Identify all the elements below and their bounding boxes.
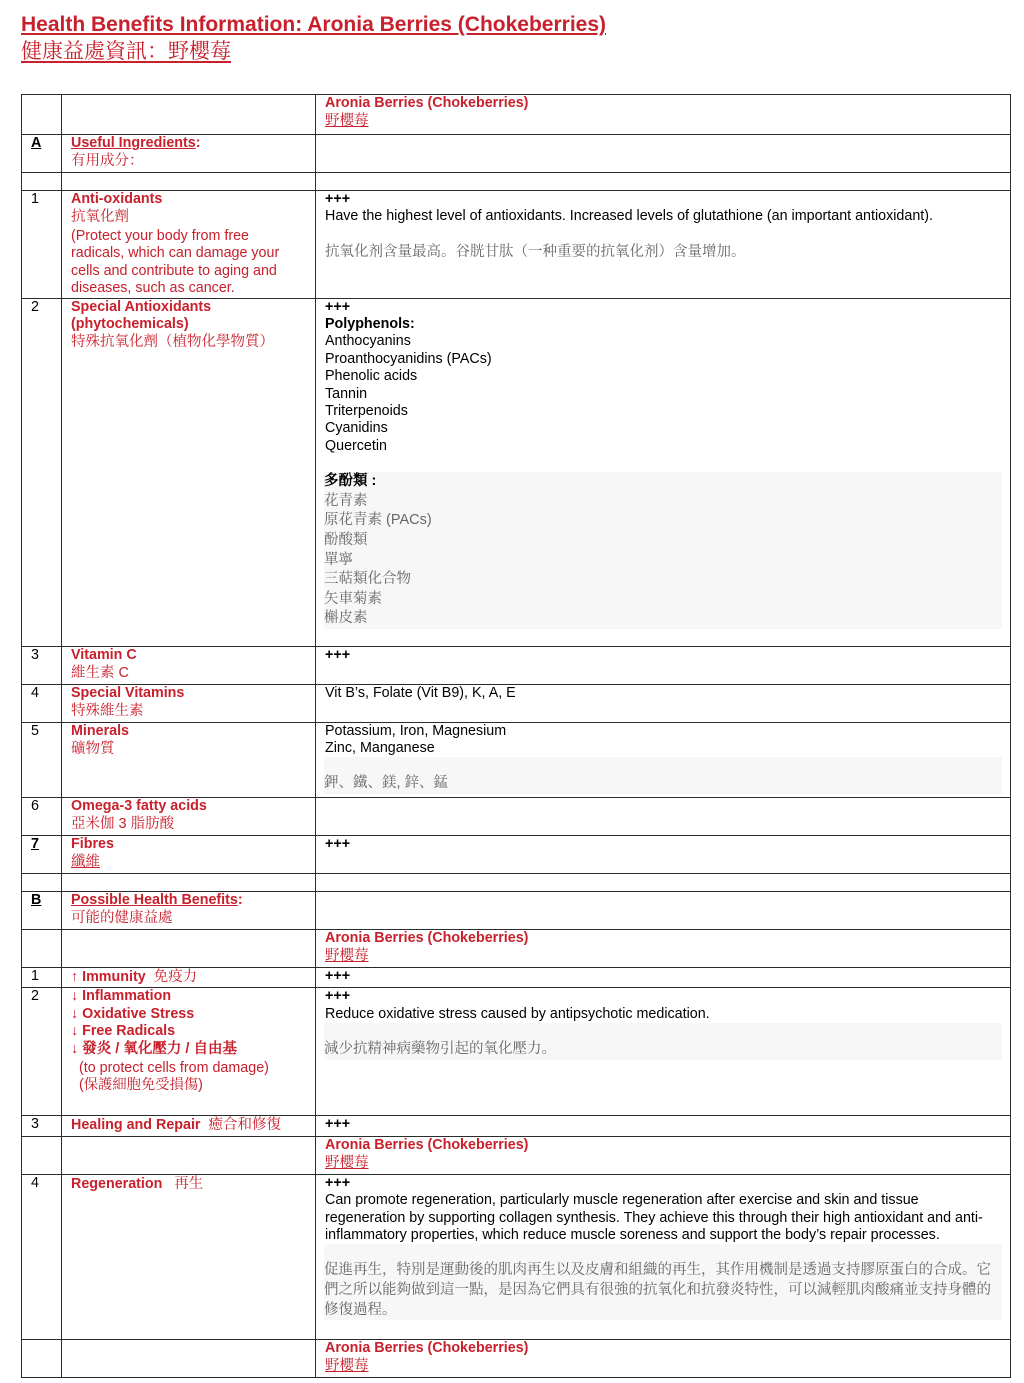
value-zh: 鉀、鐵、鎂, 鋅、錳 (324, 775, 449, 792)
cell-empty (316, 891, 1011, 929)
list-item: 酚酸類 (324, 532, 368, 549)
rating: +++ (325, 1174, 351, 1191)
ingredient-name-en: Vitamin C (71, 646, 137, 663)
table-row (22, 967, 1011, 988)
section-b-header-row (22, 891, 1011, 929)
product-name-en: Aronia Berries (Chokeberries) (325, 95, 529, 111)
list-item: Proanthocyanidins (PACs) (325, 350, 492, 367)
product-name-en: Aronia Berries (Chokeberries) (325, 1339, 529, 1356)
table-row (22, 797, 1011, 835)
table-row (22, 988, 1011, 1116)
ingredient-note: (Protect your body from free radicals, which can damage your cells and contribute to aging and diseases, such as cancer. (71, 228, 280, 297)
cell-empty (22, 95, 62, 135)
product-name-en: Aronia Berries (Chokeberries) (325, 1136, 529, 1153)
rating: +++ (325, 835, 351, 852)
table-row (22, 1116, 1011, 1137)
ingredient-cell (62, 298, 316, 646)
ingredient-name-zh: 抗氧化劑 (71, 209, 129, 226)
ingredient-name-en: Omega-3 fatty acids (71, 797, 207, 814)
spacer-row (22, 873, 1011, 891)
product-name-zh: 野櫻莓 (325, 1358, 369, 1375)
benefit-note-zh: (保護細胞免受損傷) (79, 1077, 203, 1094)
list-title-zh: 多酚類 : (324, 473, 377, 490)
list-item: 單寧 (324, 551, 353, 568)
polyphenol-list-zh (324, 472, 1002, 629)
value-text: Vit B’s, Folate (Vit B9), K, A, E (325, 684, 516, 701)
benefit-label: Healing and Repair (71, 1117, 201, 1134)
value-line: Potassium, Iron, Magnesium (325, 722, 507, 739)
page-subtitle-zh: 健康益處資訊：野櫻莓 (21, 40, 231, 63)
benefit-cell (62, 988, 316, 1116)
description-zh: 減少抗精神病藥物引起的氧化壓力。 (324, 1041, 556, 1058)
value-cell (316, 835, 1011, 873)
row-number: 3 (22, 646, 62, 684)
benefit-line: ↓ Free Radicals (71, 1023, 176, 1040)
row-number: 4 (22, 1174, 62, 1339)
benefit-cell (62, 1174, 316, 1339)
value-cell (316, 988, 1011, 1116)
section-title: Useful Ingredients: 有用成分： (62, 135, 316, 173)
section-letter: B (22, 891, 62, 929)
product-header (316, 929, 1011, 967)
ingredient-name-en: Fibres (71, 835, 114, 852)
benefit-label-zh: 免疫力 (153, 968, 198, 985)
product-header (316, 1339, 1011, 1377)
table-row (22, 835, 1011, 873)
table-header-row (22, 95, 1011, 135)
section-title-zh: 可能的健康益處 (71, 910, 173, 927)
product-name-zh: 野櫻莓 (325, 113, 369, 130)
rating: +++ (325, 298, 351, 315)
value-cell (316, 967, 1011, 988)
description-en: Reduce oxidative stress caused by antipsychotic medication. (325, 1005, 710, 1022)
benefit-label-zh: 再生 (174, 1175, 204, 1192)
value-cell (316, 684, 1011, 722)
value-cell (316, 646, 1011, 684)
product-name-zh: 野櫻莓 (325, 948, 369, 965)
list-item: Anthocyanins (325, 333, 411, 350)
row-number: 1 (22, 967, 62, 988)
ingredient-name-zh: 特殊抗氧化劑（植物化學物質） (71, 334, 274, 351)
row-number: 5 (22, 722, 62, 797)
ingredient-cell (62, 191, 316, 299)
polyphenol-list-en (325, 333, 1001, 455)
description-zh: 促進再生，特別是運動後的肌肉再生以及皮膚和組織的再生，其作用機制是透過支持膠原蛋白的合成。它們之所以能夠做到這一點，是因為它們具有很強的抗氧化和抗發炎特性，可以減輕肌肉酸痛並支持身體的修復過程。 (324, 1262, 991, 1318)
ingredient-name-zh: 纖維 (71, 854, 100, 871)
section-a-header-row (22, 135, 1011, 173)
product-header (316, 95, 1011, 135)
section-title: Possible Health Benefits: 可能的健康益處 (62, 891, 316, 929)
table-row (22, 298, 1011, 646)
benefit-label: ↑ Immunity (71, 968, 146, 985)
row-number: 4 (22, 684, 62, 722)
benefit-line: ↓ 發炎 / 氧化壓力 / 自由基 (71, 1041, 237, 1058)
benefit-cell (62, 1116, 316, 1137)
description-zh: 抗氧化剂含量最高。谷胱甘肽（一种重要的抗氧化剂）含量增加。 (325, 243, 746, 260)
value-cell (316, 722, 1011, 797)
list-item: 三萜類化合物 (324, 571, 411, 588)
list-item: 矢車菊素 (324, 590, 382, 607)
ingredient-name-en: Special Antioxidants (phytochemicals) (71, 298, 212, 333)
list-item: Tannin (325, 385, 368, 402)
value-cell (316, 191, 1011, 299)
rating: +++ (325, 988, 351, 1005)
health-benefits-table (21, 94, 1011, 1378)
ingredient-cell (62, 684, 316, 722)
cell-empty (62, 95, 316, 135)
ingredient-name-en: Minerals (71, 722, 130, 739)
product-header-row (22, 1339, 1011, 1377)
list-item: 花青素 (324, 492, 368, 509)
row-number: 2 (22, 988, 62, 1116)
description-en: Have the highest level of antioxidants. Increased levels of glutathione (an important antioxidant). (325, 208, 933, 225)
page-title: Health Benefits Information: Aronia Berries (Chokeberries) (21, 13, 607, 36)
ingredient-cell (62, 835, 316, 873)
ingredient-name-zh: 維生素 C (71, 665, 129, 682)
benefit-label: Regeneration (71, 1175, 163, 1192)
row-number: 3 (22, 1116, 62, 1137)
value-line: Zinc, Manganese (325, 740, 435, 757)
section-title-en: Useful Ingredients (71, 135, 196, 151)
ingredient-name-en: Anti-oxidants (71, 191, 163, 207)
list-title-en: Polyphenols: (325, 316, 415, 333)
table-row (22, 684, 1011, 722)
section-title-zh: 有用成分： (71, 153, 144, 170)
value-cell (316, 797, 1011, 835)
rating: +++ (325, 1116, 351, 1133)
list-item: Quercetin (325, 437, 387, 454)
product-header-row (22, 1136, 1011, 1174)
list-item: Cyanidins (325, 420, 388, 437)
benefit-note-en: (to protect cells from damage) (79, 1060, 269, 1077)
rating: +++ (325, 191, 351, 207)
row-number: 7 (22, 835, 62, 873)
section-title-en: Possible Health Benefits (71, 891, 238, 908)
table-row (22, 191, 1011, 299)
ingredient-name-zh: 亞米伽 3 脂肪酸 (71, 816, 175, 833)
rating: +++ (325, 646, 351, 663)
section-letter: A (22, 135, 62, 173)
ingredient-cell (62, 646, 316, 684)
value-cell (316, 1174, 1011, 1339)
product-header-row (22, 929, 1011, 967)
product-name-en: Aronia Berries (Chokeberries) (325, 929, 529, 946)
row-number: 1 (22, 191, 62, 299)
product-name-zh: 野櫻莓 (325, 1155, 369, 1172)
spacer-row (22, 173, 1011, 191)
benefit-line: ↓ Inflammation (71, 988, 172, 1005)
ingredient-cell (62, 722, 316, 797)
value-cell (316, 1116, 1011, 1137)
ingredient-cell (62, 797, 316, 835)
cell-empty (316, 135, 1011, 173)
rating: +++ (325, 967, 351, 984)
benefit-cell (62, 967, 316, 988)
ingredient-name-zh: 礦物質 (71, 741, 115, 758)
value-cell (316, 298, 1011, 646)
list-item: Phenolic acids (325, 368, 418, 385)
benefit-line: ↓ Oxidative Stress (71, 1005, 195, 1022)
ingredient-name-en: Special Vitamins (71, 684, 185, 701)
row-number: 6 (22, 797, 62, 835)
benefit-label-zh: 癒合和修復 (208, 1117, 281, 1134)
table-row (22, 646, 1011, 684)
list-item: Triterpenoids (325, 403, 408, 420)
ingredient-name-zh: 特殊維生素 (71, 703, 144, 720)
list-item: 槲皮素 (324, 610, 368, 627)
list-item: 原花青素 (PACs) (324, 512, 432, 529)
table-row (22, 722, 1011, 797)
product-header (316, 1136, 1011, 1174)
description-en: Can promote regeneration, particularly muscle regeneration after exercise and skin and tissue regeneration by supporting collagen synthesis. They achieve this through their high antioxidant and anti-inflammatory properties, which reduce muscle soreness and support the body’s repair processes. (325, 1192, 983, 1244)
row-number: 2 (22, 298, 62, 646)
table-row (22, 1174, 1011, 1339)
